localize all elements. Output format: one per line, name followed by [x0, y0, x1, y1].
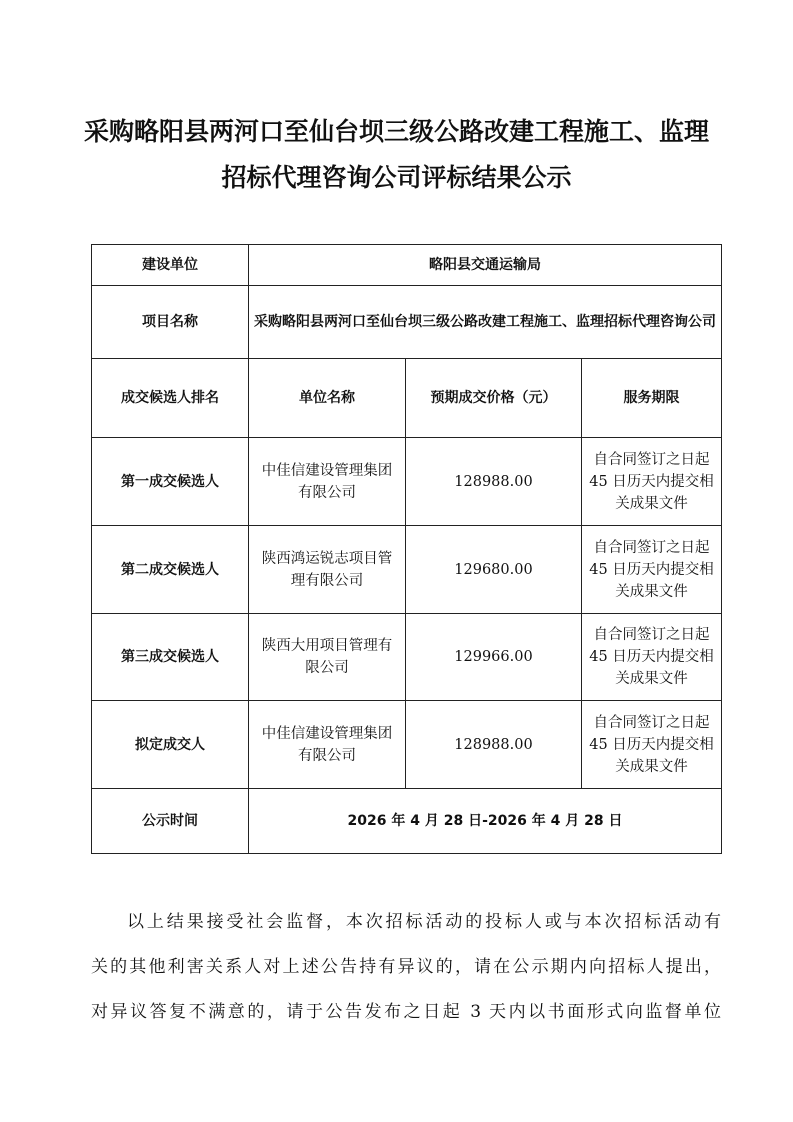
builder-label: 建设单位 — [92, 245, 249, 286]
header-period: 服务期限 — [582, 359, 722, 438]
rank-cell: 拟定成交人 — [92, 701, 249, 789]
paragraph-line: 对异议答复不满意的，请于公告发布之日起 3 天内以书面形式向监督单位 — [91, 1002, 721, 1022]
company-cell: 中佳信建设管理集团有限公司 — [249, 438, 406, 526]
header-rank: 成交候选人排名 — [92, 359, 249, 438]
publicity-time-row — [92, 789, 722, 854]
rank-cell: 第一成交候选人 — [92, 438, 249, 526]
company-cell: 陕西大用项目管理有限公司 — [249, 614, 406, 701]
paragraph-line: 以上结果接受社会监督，本次招标活动的投标人或与本次招标活动有 — [127, 912, 721, 932]
time-value: 2026 年 4 月 28 日-2026 年 4 月 28 日 — [249, 789, 722, 854]
table-row — [92, 614, 722, 701]
notice-paragraph — [91, 900, 721, 1035]
table-row — [92, 701, 722, 789]
period-cell: 自合同签订之日起 45 日历天内提交相关成果文件 — [582, 526, 722, 614]
table-row — [92, 526, 722, 614]
header-price: 预期成交价格（元） — [406, 359, 582, 438]
period-cell: 自合同签订之日起 45 日历天内提交相关成果文件 — [582, 438, 722, 526]
company-cell: 陕西鸿运锐志项目管理有限公司 — [249, 526, 406, 614]
project-row — [92, 286, 722, 359]
project-value: 采购略阳县两河口至仙台坝三级公路改建工程施工、监理招标代理咨询公司 — [249, 286, 722, 359]
price-cell: 129680.00 — [406, 526, 582, 614]
period-cell: 自合同签订之日起 45 日历天内提交相关成果文件 — [582, 614, 722, 701]
document-title-line-2: 招标代理咨询公司评标结果公示 — [221, 163, 572, 192]
table-row — [92, 438, 722, 526]
price-cell: 129966.00 — [406, 614, 582, 701]
period-cell: 自合同签订之日起 45 日历天内提交相关成果文件 — [582, 701, 722, 789]
header-row — [92, 359, 722, 438]
paragraph-line: 关的其他利害关系人对上述公告持有异议的，请在公示期内向招标人提出， — [91, 957, 721, 977]
builder-value: 略阳县交通运输局 — [249, 245, 722, 286]
result-table — [91, 244, 722, 854]
document-title-line-1: 采购略阳县两河口至仙台坝三级公路改建工程施工、监理 — [83, 117, 709, 146]
price-cell: 128988.00 — [406, 438, 582, 526]
company-cell: 中佳信建设管理集团有限公司 — [249, 701, 406, 789]
time-label: 公示时间 — [92, 789, 249, 854]
builder-row — [92, 245, 722, 286]
price-cell: 128988.00 — [406, 701, 582, 789]
project-label: 项目名称 — [92, 286, 249, 359]
rank-cell: 第三成交候选人 — [92, 614, 249, 701]
rank-cell: 第二成交候选人 — [92, 526, 249, 614]
header-company: 单位名称 — [249, 359, 406, 438]
